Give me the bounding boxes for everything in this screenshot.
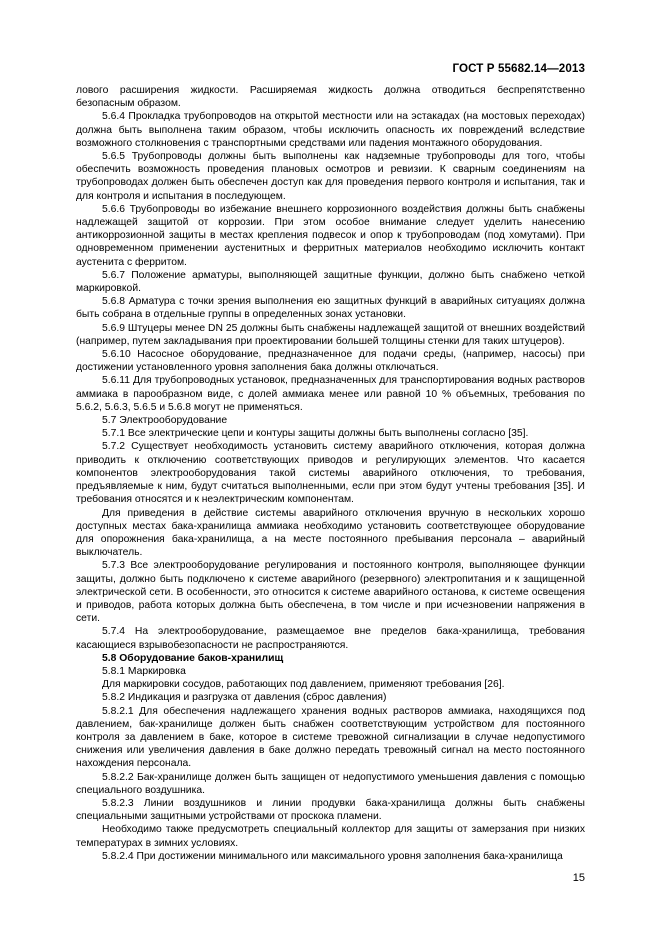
paragraph: 5.8.2.2 Бак-хранилище должен быть защищен от недопустимого уменьшения давления с помощью специального воздушника. <box>76 771 585 796</box>
paragraph: 5.7.1 Все электрические цепи и контуры защиты должны быть выполнены согласно [35]. <box>102 428 529 440</box>
subsection-heading: 5.8.2 Индикация и разгрузка от давления (сброс давления) <box>102 692 387 704</box>
paragraph: Необходимо также предусмотреть специальный коллектор для защиты от замерзания при низких температурах в зимних условиях. <box>76 824 585 849</box>
paragraph: 5.6.10 Насосное оборудование, предназначенное для подачи среды, (например, насосы) при достижении установленного уровня заполнения бака должны отключаться. <box>76 349 585 374</box>
paragraph: 5.6.8 Арматура с точки зрения выполнения ею защитных функций в аварийных ситуациях должна быть собрана в отдельные группы в определенных зонах установки. <box>76 296 585 321</box>
paragraph: 5.8.2.4 При достижении минимального или максимального уровня заполнения бака-хранилища <box>102 850 563 862</box>
paragraph: 5.8.2.1 Для обеспечения надлежащего хранения водных растворов аммиака, находящихся под давлением, бак-хранилище должен быть снабжен соответствующим устройством для постоянного контроля за давлением в баке, которое в системе тревожной сигнализации в случае недопустимого снижения или увеличения давления в баке должно передать тревожный сигнал на место постоянного нахождения персонала. <box>76 705 585 770</box>
paragraph: Для приведения в действие системы аварийного отключения вручную в нескольких хорошо доступных местах бака-хранилища аммиака необходимо установить соответствующее оборудование для опорожнения бака-хранилища, а на месте постоянного пребывания персонала – аварийный выключатель. <box>76 507 585 559</box>
paragraph: 5.7.2 Существует необходимость установить систему аварийного отключения, которая должна приводить к отключению соответствующих приводов и регулирующих элементов. Что касается компонентов электрооборудования такой системы аварийного отключения, то требования, предъявляемые к ним, будут считаться выполненными, если при этом будут учтены требования [35]. И требования относятся и к неэлектрическим компонентам. <box>76 441 585 506</box>
paragraph: Для маркировки сосудов, работающих под давлением, применяют требования [26]. <box>102 679 505 691</box>
paragraph: 5.6.7 Положение арматуры, выполняющей защитные функции, должно быть снабжено четкой маркировкой. <box>76 269 585 295</box>
section-heading-bold: 5.8 Оборудование баков-хранилищ <box>102 652 284 664</box>
paragraph: 5.6.9 Штуцеры менее DN 25 должны быть снабжены надлежащей защитой от внешних воздействий (например, путем закладывания при проектировании большей толщины стенки для таких штуцеров). <box>76 322 585 347</box>
paragraph: лового расширения жидкости. Расширяемая жидкость должна отводиться беспрепятственно безопасным образом. <box>76 85 585 110</box>
section-heading: 5.7 Электрооборудование <box>102 415 228 427</box>
paragraph: 5.6.6 Трубопроводы во избежание внешнего коррозионного воздействия должны быть снабжены надлежащей защитой от коррозии. При этом особое внимание следует уделить нанесению антикоррозионной защиты в местах крепления подвесок и опор к трубопроводам (под хомутами). При одновременном применении аустенитных и ферритных материалов необходимо исключить контакт аустенита с ферритом. <box>76 203 585 268</box>
paragraph: 5.6.4 Прокладка трубопроводов на открытой местности или на эстакадах (на мостовых переходах) должна быть выполнена таким образом, чтобы исключить опасность их повреждений вследствие возможного столкновения с транспортными средствами или падения монтажного оборудования. <box>76 111 585 149</box>
paragraph: 5.6.11 Для трубопроводных установок, предназначенных для транспортирования водных растворов аммиака в парообразном виде, с долей аммиака менее или равной 10 % объемных, требования по 5.6.2, 5.6.3, 5.6.5 и 5.6.8 могут не применяться. <box>76 375 585 413</box>
paragraph: 5.8.2.3 Линии воздушников и линии продувки бака-хранилища должны быть снабжены специальными защитными устройствами от проскока пламени. <box>76 797 585 823</box>
document-code-header: ГОСТ Р 55682.14—2013 <box>452 62 585 75</box>
paragraph: 5.7.4 На электрооборудование, размещаемое вне пределов бака-хранилища, требования касающиеся взрывобезопасности не распространяются. <box>76 626 585 651</box>
subsection-heading: 5.8.1 Маркировка <box>102 665 186 677</box>
paragraph: 5.6.5 Трубопроводы должны быть выполнены как надземные трубопроводы для того, чтобы обеспечить возможность проведения плановых осмотров и ревизии. К сварным соединениям на трубопроводах должен быть обеспечен доступ как для проведения первого контроля и испытания, так и для контроля и испытания в последующем. <box>76 151 585 202</box>
paragraph: 5.7.3 Все электрооборудование регулирования и постоянного контроля, выполняющее функции защиты, должно быть подключено к системе аварийного (резервного) электропитания и к защищенной электрической сети. В особенности, это относится к системе аварийного останова, к системе освещения и приводов, работа которых должна быть обеспечена, в том числе и при исчезновении напряжения в сети. <box>76 560 585 625</box>
document-body <box>76 84 585 863</box>
page-number: 15 <box>572 872 585 884</box>
